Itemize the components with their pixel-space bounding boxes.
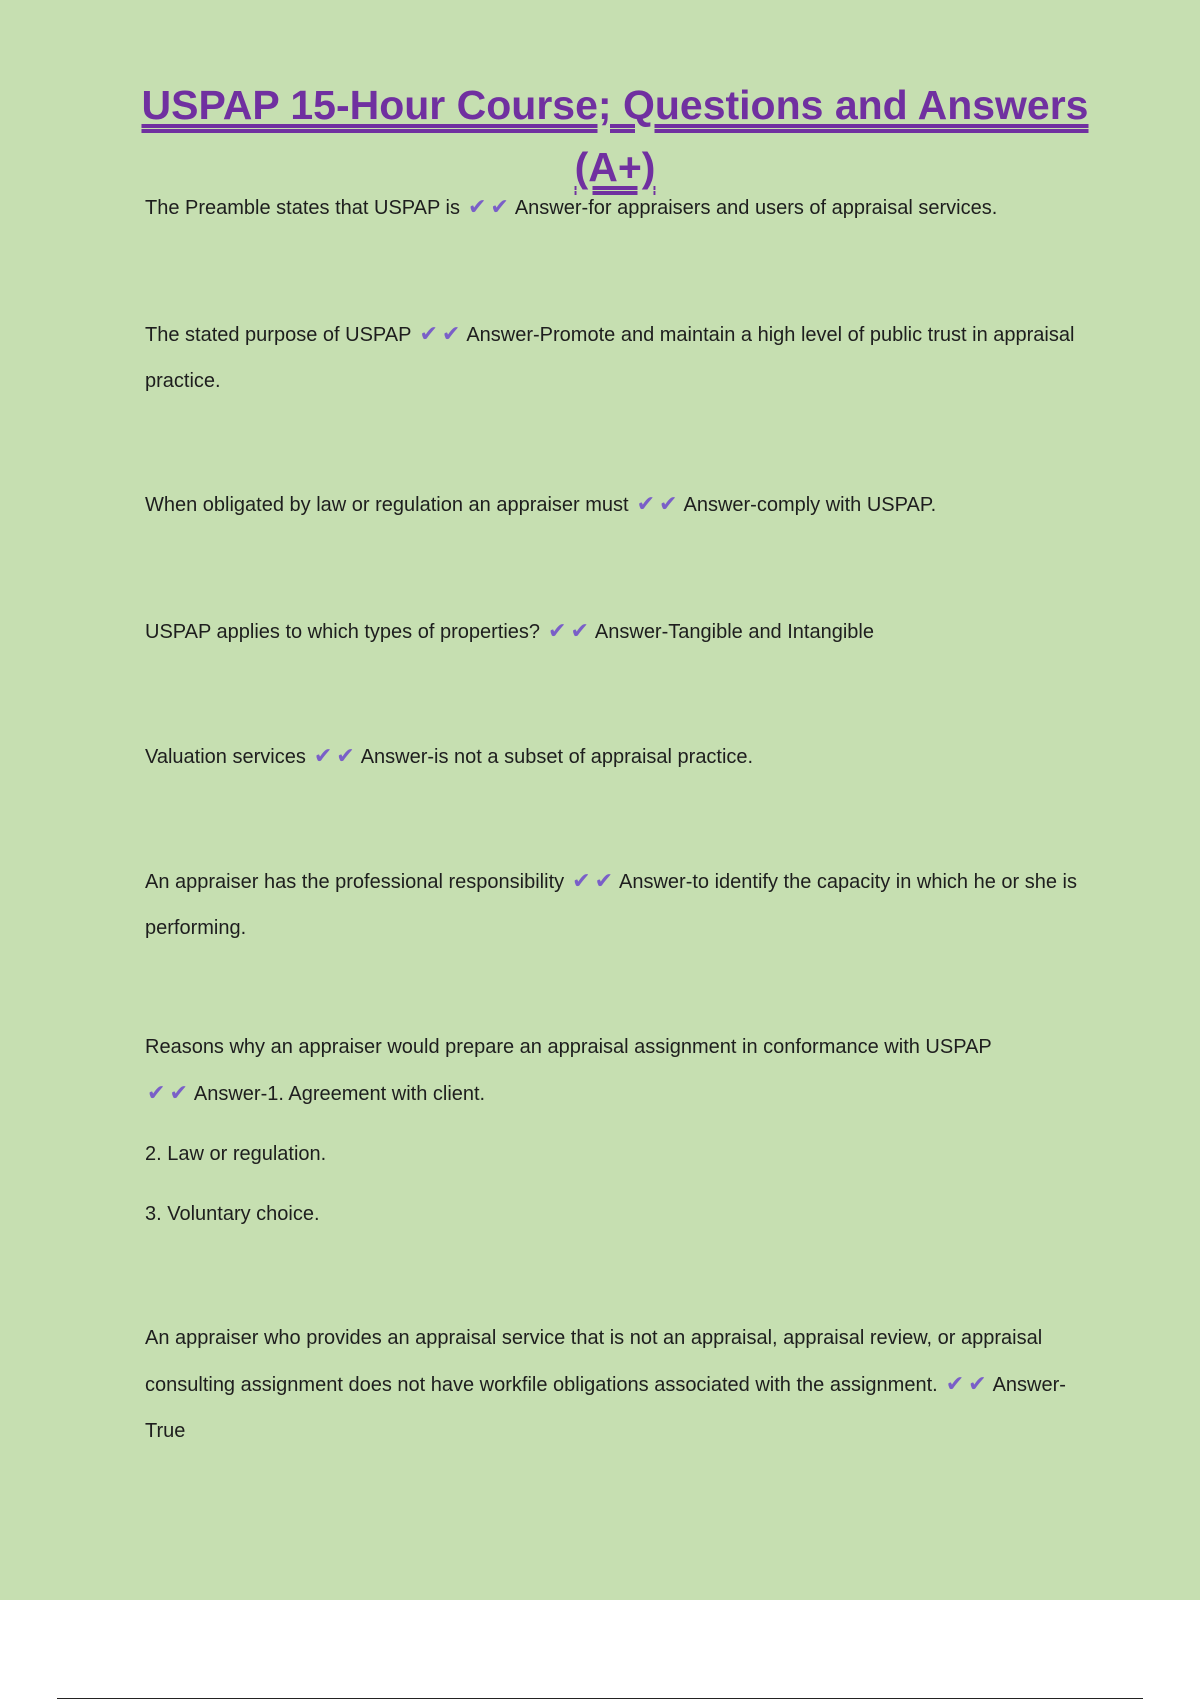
double-check-icon	[570, 868, 615, 893]
document-title	[120, 74, 1110, 198]
check-icon: ✔	[572, 868, 591, 893]
question-text: The Preamble states that USPAP is	[145, 197, 460, 219]
question-text: An appraiser has the professional responsibility	[145, 871, 565, 893]
qa-item-4	[145, 608, 1095, 655]
check-icon: ✔	[169, 1080, 188, 1105]
question-text: The stated purpose of USPAP	[145, 324, 412, 346]
check-icon: ✔	[636, 491, 656, 516]
answer-text: Answer-Tangible and Intangible	[594, 621, 874, 643]
answer-text: Answer-to identify the capacity in which he or she is performing.	[145, 871, 1077, 939]
answer-text: Answer-comply with USPAP.	[683, 494, 937, 516]
double-check-icon	[145, 1080, 190, 1105]
question-text: USPAP applies to which types of properties?	[145, 621, 541, 643]
qa-item-7	[145, 1024, 1095, 1237]
check-icon: ✔	[336, 743, 355, 768]
check-icon: ✔	[313, 743, 333, 768]
check-icon: ✔	[147, 1080, 166, 1105]
check-icon: ✔	[945, 1371, 965, 1396]
question-text: Valuation services	[145, 746, 306, 768]
qa-item-1	[145, 184, 1095, 231]
check-icon: ✔	[594, 868, 613, 893]
qa-item-3	[145, 481, 1095, 528]
check-icon: ✔	[659, 491, 678, 516]
answer-text: Answer-is not a subset of appraisal practice.	[360, 746, 754, 768]
document-title-text: USPAP 15-Hour Course; Questions and Answers (A+)	[141, 82, 1089, 190]
answer-text: Answer-for appraisers and users of appraisal services.	[514, 197, 998, 219]
answer-text: Answer-Promote and maintain a high level of public trust in appraisal practice.	[145, 324, 1075, 392]
double-check-icon	[312, 743, 357, 768]
answer-text: Answer-1. Agreement with client.	[193, 1083, 486, 1105]
double-check-icon	[466, 194, 511, 219]
qa-item-6	[145, 858, 1095, 951]
question-text: An appraiser who provides an appraisal service that is not an appraisal, appraisal review, or appraisal consulting assignment does not have workfile obligations associated with the assignment.	[145, 1327, 1043, 1396]
check-icon: ✔	[419, 321, 438, 346]
question-text: Reasons why an appraiser would prepare an appraisal assignment in conformance with USPAP	[145, 1036, 992, 1058]
qa-item-2	[145, 311, 1095, 404]
question-text: When obligated by law or regulation an appraiser must	[145, 494, 629, 516]
check-icon: ✔	[968, 1371, 987, 1396]
double-check-icon	[546, 618, 591, 643]
answer-line: 3. Voluntary choice.	[145, 1203, 320, 1225]
footer-divider	[57, 1698, 1143, 1699]
check-icon: ✔	[467, 194, 487, 219]
check-icon: ✔	[441, 321, 461, 346]
check-icon: ✔	[570, 618, 589, 643]
double-check-icon	[635, 491, 680, 516]
check-icon: ✔	[490, 194, 509, 219]
double-check-icon	[944, 1371, 989, 1396]
answer-text: Answer-True	[145, 1374, 1066, 1442]
qa-item-8	[145, 1315, 1095, 1454]
double-check-icon	[417, 321, 462, 346]
check-icon: ✔	[548, 618, 567, 643]
qa-item-5	[145, 733, 1095, 780]
answer-line: 2. Law or regulation.	[145, 1143, 327, 1165]
